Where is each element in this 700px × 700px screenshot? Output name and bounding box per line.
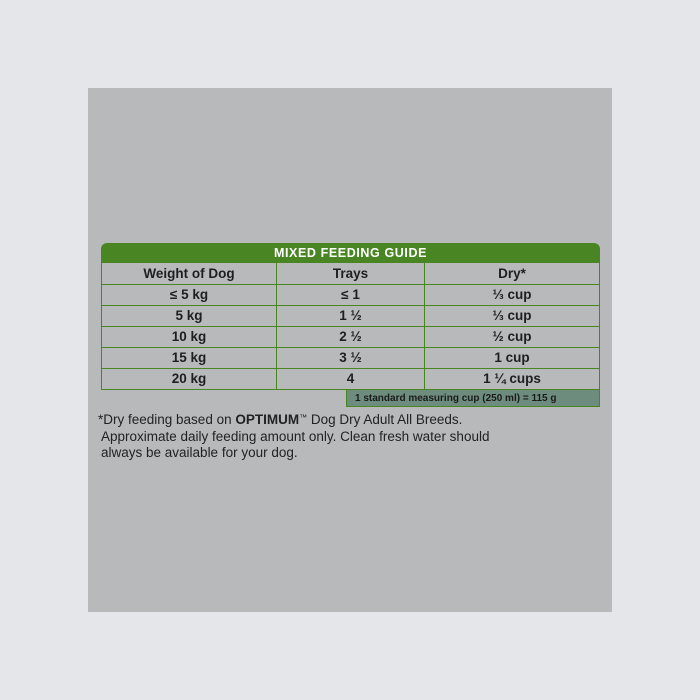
trademark-symbol: ™ [299,413,308,422]
mixed-feeding-guide [101,243,600,407]
cell-weight: 10 kg [102,327,277,348]
cell-dry: 1 ¼ cups [425,369,600,390]
cell-trays: 3 ½ [277,348,425,369]
cell-dry: 1 cup [425,348,600,369]
cell-dry: ⅓ cup [425,285,600,306]
cell-weight: 20 kg [102,369,277,390]
footnote-line-1 [98,412,598,429]
table-row [102,285,600,306]
header-dry: Dry* [425,263,600,285]
cell-weight: 5 kg [102,306,277,327]
cell-trays: 1 ½ [277,306,425,327]
product-info-panel [88,88,612,612]
cell-weight: 15 kg [102,348,277,369]
footnote-suffix: Dog Dry Adult All Breeds. [307,412,463,427]
table-row [102,327,600,348]
measuring-cup-note: 1 standard measuring cup (250 ml) = 115 g [346,390,600,407]
table-row [102,369,600,390]
footnote-line-3: always be available for your dog. [101,445,298,460]
cell-dry: ½ cup [425,327,600,348]
cell-trays: 2 ½ [277,327,425,348]
table-row [102,306,600,327]
cell-dry: ⅓ cup [425,306,600,327]
brand-name: OPTIMUM [235,412,300,427]
feeding-table [101,262,600,390]
cell-trays: 4 [277,369,425,390]
dry-feeding-footnote [98,412,598,462]
footnote-prefix: *Dry feeding based on [98,412,236,427]
cell-weight: ≤ 5 kg [102,285,277,306]
header-weight: Weight of Dog [102,263,277,285]
footnote-line-2: Approximate daily feeding amount only. Clean fresh water should [101,428,490,444]
guide-title: MIXED FEEDING GUIDE [101,243,600,262]
cell-trays: ≤ 1 [277,285,425,306]
table-header-row [102,263,600,285]
header-trays: Trays [277,263,425,285]
table-row [102,348,600,369]
